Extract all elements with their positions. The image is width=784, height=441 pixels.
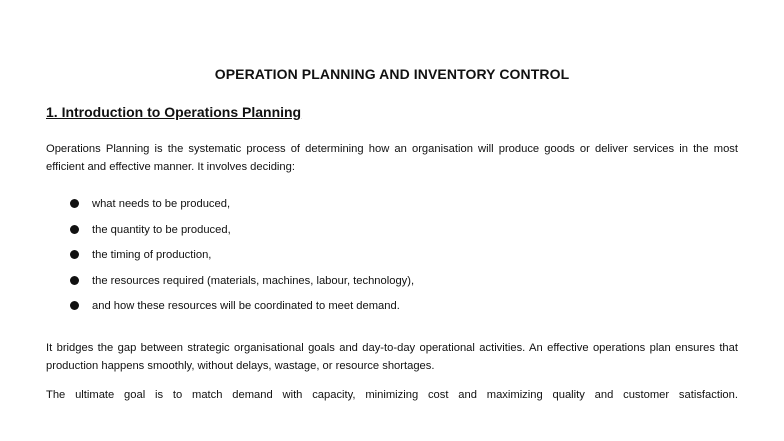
bullet-icon xyxy=(70,301,79,310)
list-item-text: what needs to be produced, xyxy=(92,198,231,210)
bridge-paragraph: It bridges the gap between strategic organisational goals and day-to-day operational activities. An effective operations plan ensures that production happens smoothly, without delays, wastage, or resource shortages. xyxy=(46,342,738,372)
section-heading: 1. Introduction to Operations Planning xyxy=(46,104,302,120)
bullet-icon xyxy=(70,276,79,285)
bullet-icon xyxy=(70,199,79,208)
list-item-text: the quantity to be produced, xyxy=(92,223,231,236)
goal-paragraph: The ultimate goal is to match demand with capacity, minimizing cost and maximizing quality and customer satisfaction. xyxy=(46,389,738,401)
list-item-text: and how these resources will be coordinated to meet demand. xyxy=(92,300,400,312)
bullet-icon xyxy=(70,225,79,234)
list-item-text: the resources required (materials, machines, labour, technology), xyxy=(92,274,415,287)
list-item-text: the timing of production, xyxy=(92,249,212,261)
document-title: OPERATION PLANNING AND INVENTORY CONTROL xyxy=(214,66,570,82)
intro-paragraph: Operations Planning is the systematic process of determining how an organisation will produce goods or deliver services in the most efficient and effective manner. It involves deciding: xyxy=(46,143,738,173)
bullet-icon xyxy=(70,250,79,259)
